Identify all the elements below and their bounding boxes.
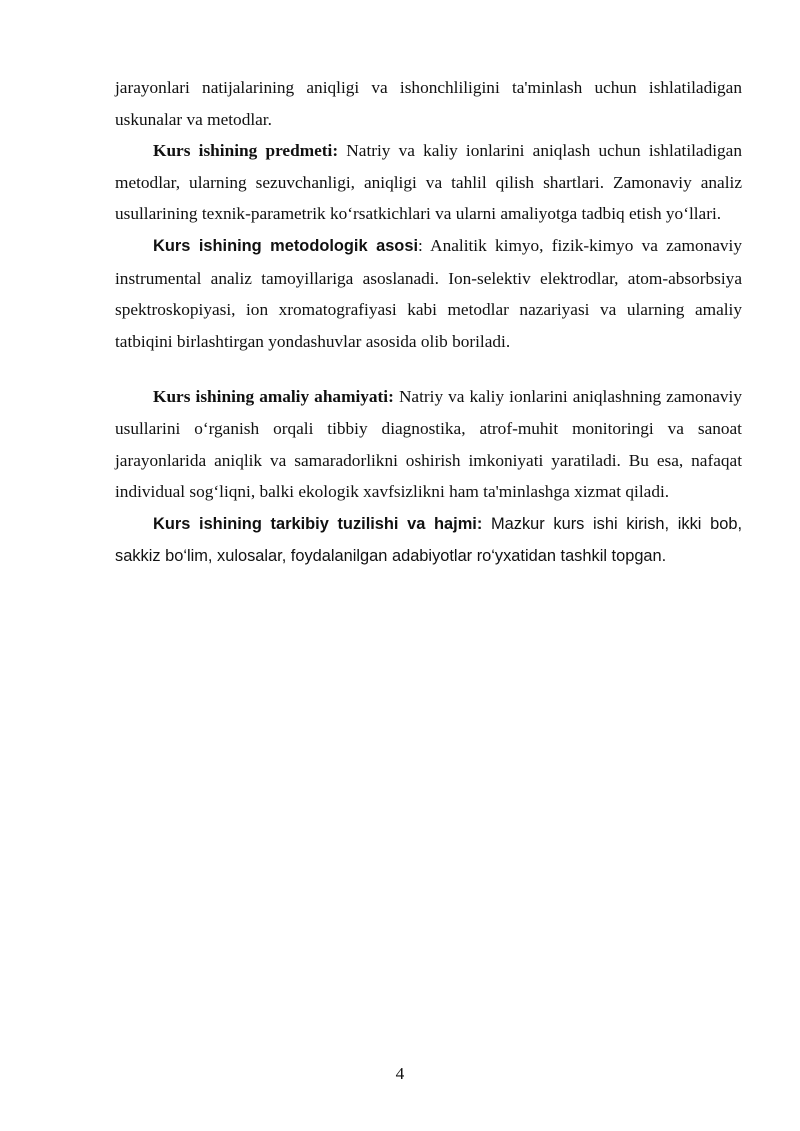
methodology-heading: Kurs ishining metodologik asosi bbox=[153, 236, 418, 255]
intro-continuation-paragraph bbox=[115, 72, 742, 135]
structure-heading: Kurs ishining tarkibiy tuzilishi va hajmi: bbox=[153, 514, 483, 533]
methodology-paragraph bbox=[115, 230, 742, 357]
intro-continuation-text: jarayonlari natijalarining aniqligi va ishonchliligini ta'minlash uchun ishlatiladigan uskunalar va metodlar. bbox=[115, 78, 742, 129]
practical-significance-text: Natriy va kaliy ionlarini aniqlashning zamonaviy usullarini o‘rganish orqali tibbiy diagnostika, atrof-muhit monitoringi va sanoat jarayonlarida aniqlik va samaradorlikni oshirish imkoniyati yaratiladi. Bu esa, nafaqat individual sog‘liqni, balki ekologik xavfsizlikni ham ta'minlashga xizmat qiladi. bbox=[115, 387, 742, 502]
page-body bbox=[115, 72, 742, 573]
practical-significance-paragraph bbox=[115, 381, 742, 507]
subject-paragraph bbox=[115, 135, 742, 230]
subject-heading: Kurs ishining predmeti: bbox=[153, 141, 339, 161]
methodology-text: : Analitik kimyo, fizik-kimyo va zamonaviy instrumental analiz tamoyillariga asoslanadi. Ion-selektiv elektrodlar, atom-absorbsiya spektroskopiyasi, ion xromatografiyasi kabi metodlar nazariyasi va ularning amaliy tatbiqini birlashtirgan yondashuvlar asosida olib boriladi. bbox=[115, 235, 742, 351]
structure-text: Mazkur kurs ishi kirish, ikki bob, sakkiz bo‘lim, xulosalar, foydalanilgan adabiyotlar ro‘yxatidan tashkil topgan. bbox=[115, 514, 743, 566]
practical-significance-heading: Kurs ishining amaliy ahamiyati: bbox=[153, 387, 394, 407]
paragraph-spacer bbox=[115, 357, 742, 381]
page-number: 4 bbox=[395, 1064, 405, 1083]
subject-text: Natriy va kaliy ionlarini aniqlash uchun ishlatiladigan metodlar, ularning sezuvchanligi, aniqligi va tahlil qilish shartlari. Zamonaviy analiz usullarining texnik-parametrik ko‘rsatkichlari va ularni amaliyotga tadbiq etish yo‘llari. bbox=[115, 141, 742, 224]
structure-paragraph bbox=[115, 508, 742, 573]
